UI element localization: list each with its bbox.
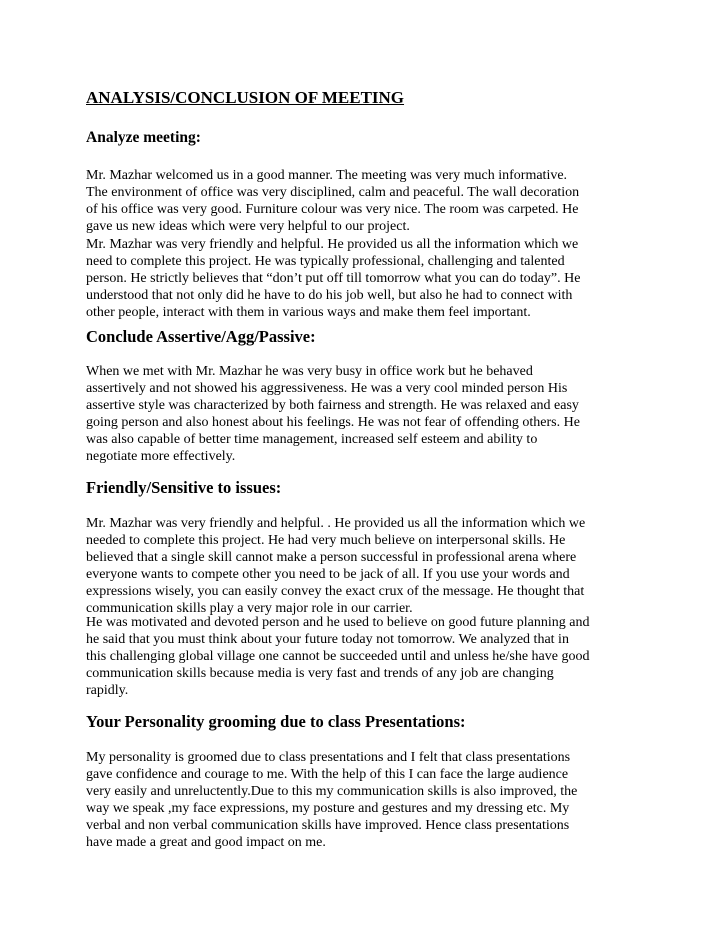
paragraph-line: assertive style was characterized by both fairness and strength. He was relaxed and easy	[86, 398, 579, 413]
section-heading-conclude-assertive: Conclude Assertive/Agg/Passive:	[86, 327, 316, 346]
paragraph-line: needed to complete this project. He had very much believe on interpersonal skills. He	[86, 533, 566, 548]
paragraph-line: very easily and unreluctently.Due to this my communication skills is also improved, the	[86, 784, 578, 799]
paragraph-line: person. He strictly believes that “don’t put off till tomorrow what you can do today”. He	[86, 271, 581, 286]
paragraph-line: of his office was very good. Furniture colour was very nice. The room was carpeted. He	[86, 202, 579, 217]
paragraph-line: was also capable of better time management, increased self esteem and ability to	[86, 432, 538, 447]
paragraph-line: Mr. Mazhar welcomed us in a good manner. The meeting was very much informative.	[86, 168, 568, 183]
paragraph-line: gave confidence and courage to me. With the help of this I can face the large audience	[86, 767, 569, 782]
paragraph-line: he said that you must think about your future today not tomorrow. We analyzed that in	[86, 632, 569, 647]
paragraph-line: going person and also honest about his feelings. He was not fear of offending others. He	[86, 415, 580, 430]
paragraph-line: The environment of office was very disciplined, calm and peaceful. The wall decoration	[86, 185, 580, 200]
paragraph-line: assertively and not showed his aggressiveness. He was a very cool minded person His	[86, 381, 568, 396]
section-heading-personality-grooming: Your Personality grooming due to class Presentations:	[86, 712, 466, 731]
paragraph-line: Mr. Mazhar was very friendly and helpful. He provided us all the information which we	[86, 237, 579, 252]
paragraph-line: way we speak ,my face expressions, my posture and gestures and my dressing etc. My	[86, 801, 570, 816]
paragraph-line: rapidly.	[86, 683, 129, 698]
paragraph-line: verbal and non verbal communication skills have improved. Hence class presentations	[86, 818, 570, 833]
paragraph-line: gave us new ideas which were very helpful to our project.	[86, 219, 410, 234]
section-heading-analyze-meeting: Analyze meeting:	[86, 129, 201, 146]
paragraph-line: He was motivated and devoted person and he used to believe on good future planning and	[86, 615, 590, 630]
paragraph-line: Mr. Mazhar was very friendly and helpful. . He provided us all the information which we	[86, 516, 586, 531]
paragraph-line: My personality is groomed due to class presentations and I felt that class presentations	[86, 750, 571, 765]
page-title: ANALYSIS/CONCLUSION OF MEETING	[86, 88, 405, 107]
paragraph-line: expressions wisely, you can easily convey the exact crux of the message. He thought that	[86, 584, 585, 599]
paragraph-line: this challenging global village one cannot be succeeded until and unless he/she have good	[86, 649, 590, 664]
paragraph-line: believed that a single skill cannot make a person successful in professional arena where	[86, 550, 577, 565]
paragraph-line: communication skills because media is very fast and trends of any job are changing	[86, 666, 554, 681]
paragraph-line: communication skills play a very major role in our carrier.	[86, 601, 413, 616]
paragraph-line: negotiate more effectively.	[86, 449, 236, 464]
paragraph-line: When we met with Mr. Mazhar he was very busy in office work but he behaved	[86, 364, 533, 379]
paragraph-line: have made a great and good impact on me.	[86, 835, 326, 850]
paragraph-line: other people, interact with them in various ways and make them feel important.	[86, 305, 531, 320]
paragraph-line: need to complete this project. He was typically professional, challenging and talented	[86, 254, 565, 269]
section-heading-friendly-sensitive: Friendly/Sensitive to issues:	[86, 478, 282, 497]
paragraph-line: everyone wants to compete other you need to be jack of all. If you use your words and	[86, 567, 570, 582]
paragraph-line: understood that not only did he have to do his job well, but also he had to connect with	[86, 288, 573, 303]
